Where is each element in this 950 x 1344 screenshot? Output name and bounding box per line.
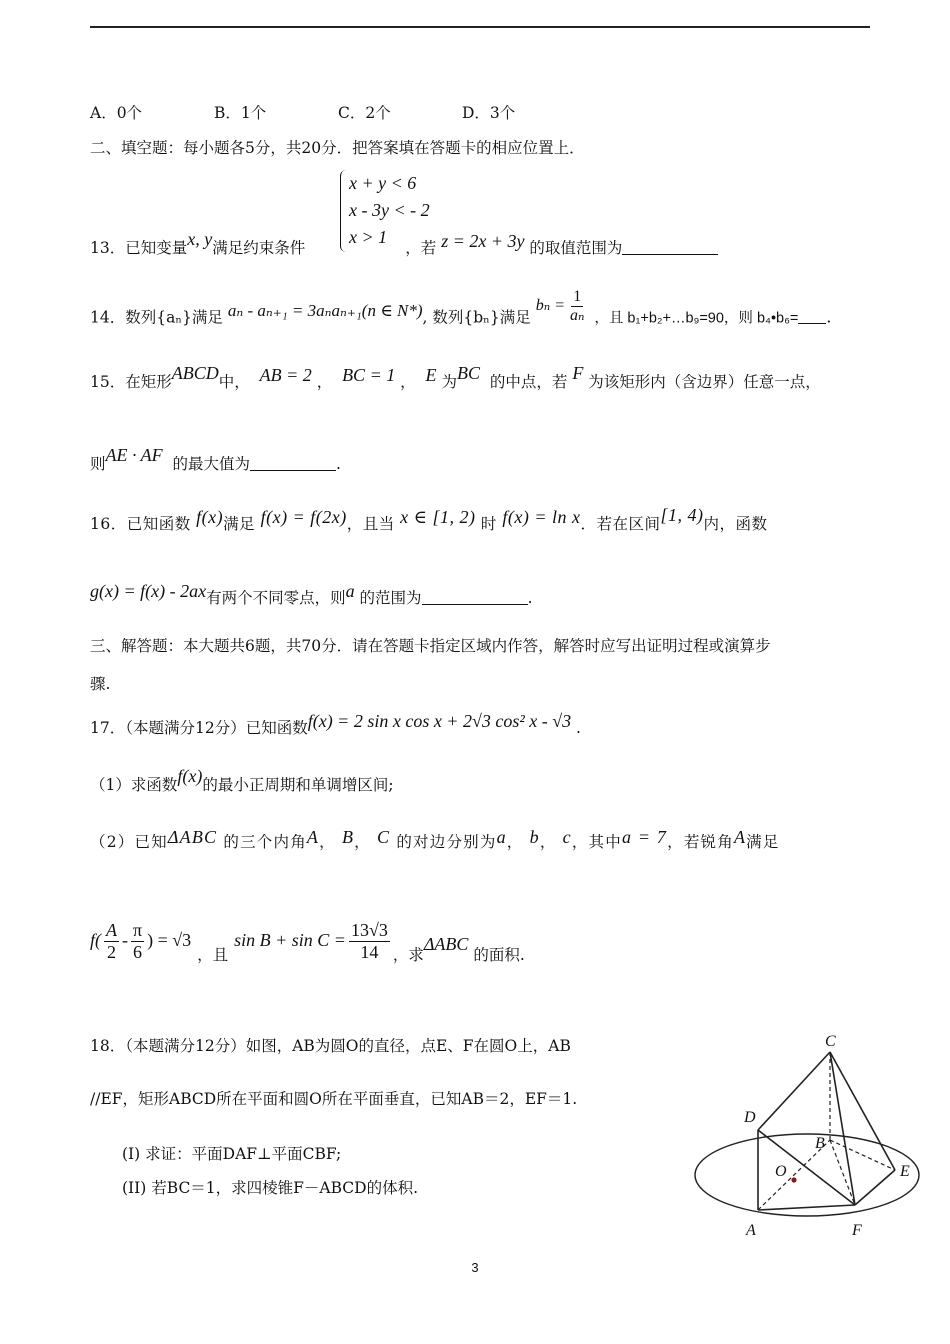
- q17-text: 的三个内角: [223, 833, 307, 851]
- q17-sin-sum: sin B + sin C =: [234, 930, 346, 951]
- section-2-heading: 二、填空题：每小题各5分，共20分．把答案填在答题卡的相应位置上．: [90, 139, 585, 157]
- q17-prefix: 17．（本题满分12分）已知函数: [90, 719, 308, 737]
- q18-part-1: (I) 求证：平面DAF⊥平面CBF;: [122, 1145, 342, 1163]
- q15-l2-tail: 的最大值为: [172, 455, 251, 473]
- q17-p1-prefix: （1）求函数: [90, 776, 178, 794]
- q17-frac-num: A: [106, 920, 117, 940]
- q17-var: b: [529, 827, 540, 847]
- q16-answer-blank: [422, 588, 528, 605]
- q18-part-2: (II) 若BC＝1，求四棱锥F－ABCD的体积.: [122, 1179, 419, 1197]
- q16-g-function: g(x) = f(x) - 2ax: [90, 581, 207, 601]
- q17-var: a: [496, 827, 507, 847]
- q16-text: ．若在区间: [580, 515, 661, 533]
- q14-prefix: 14．数列{aₙ}满足: [90, 308, 223, 327]
- q17-frac-a2: [104, 920, 119, 962]
- q16-interval-2: [1, 4): [660, 505, 704, 525]
- q15-text: 为: [441, 373, 457, 391]
- constraint-3: x > 1: [349, 227, 388, 247]
- options-row: [90, 103, 586, 123]
- q17-comma: ，: [539, 833, 557, 851]
- geometry-figure: [690, 1030, 920, 1245]
- q16-end: .: [527, 589, 533, 607]
- q17-comma: ，: [354, 833, 371, 851]
- q17-frac-den: 2: [107, 941, 116, 962]
- q14-tail: ，且 b₁+b₂+…b₉=90，则 b₄•b₆=: [594, 310, 799, 327]
- q15-text: 的中点，若: [489, 373, 568, 391]
- q17-and: ，且: [197, 946, 229, 965]
- q17-text: （2）已知: [90, 833, 168, 851]
- q16-l2-mid: 有两个不同零点，则: [206, 589, 346, 607]
- q15-text: 中，: [218, 373, 250, 391]
- header-rule: [90, 26, 870, 28]
- q13-prefix: 13．已知变量: [90, 239, 188, 257]
- q15-f: F: [572, 363, 584, 383]
- q13-answer-blank: [622, 238, 718, 255]
- q16-var-a: a: [345, 581, 355, 601]
- q14-frac-num: 1: [571, 288, 583, 307]
- edge-fe: [855, 1170, 895, 1205]
- label-d: D: [744, 1109, 756, 1126]
- q17-part-2-line-2: f( $\frac{A}{2}$ - $\frac{\pi}{6}$ ) = √3 ，且 sin B + sin C = $\frac{13√3}{14}$ ，求 ΔABC 的面积.: [90, 920, 525, 965]
- q17-text: ，其中: [571, 833, 622, 851]
- q15-comma: ，: [316, 373, 333, 391]
- q17-frac-den: 6: [133, 941, 143, 962]
- q17-var: A: [733, 827, 747, 847]
- q17-function: f(x) = 2 sin x cos x + 2√3 cos² x - √3: [307, 711, 572, 731]
- q15-bc: BC = 1: [342, 365, 396, 385]
- q15-rect: ABCD: [171, 363, 219, 383]
- q15-bc2: BC: [456, 363, 480, 383]
- section-3-heading: 三、解答题：本大题共6题，共70分．请在答题卡指定区域内作答，解答时应写出证明过程或演算步: [90, 637, 771, 655]
- q17-text: 的对边分别为: [396, 833, 497, 851]
- option-b: B．1个: [214, 104, 267, 122]
- q15-l2-prefix: 则: [90, 455, 106, 473]
- q18-line-1: 18．（本题满分12分）如图，AB为圆O的直径，点E、F在圆O上，AB: [90, 1037, 571, 1055]
- q16-text: 16．已知函数: [90, 515, 191, 533]
- q17-var: C: [377, 827, 391, 847]
- q17-text: ，若锐角: [667, 833, 734, 851]
- q15-end: .: [336, 455, 341, 473]
- q17-comma: ，: [506, 833, 524, 851]
- label-o: O: [775, 1163, 787, 1180]
- q13-mid: ，若: [405, 239, 437, 257]
- question-16-line-2: [90, 581, 533, 609]
- q14-end: .: [826, 308, 832, 327]
- q16-functional-eq: f(x) = f(2x): [260, 507, 347, 527]
- q17-eq: ) = √3: [147, 930, 192, 951]
- q16-text: ，且当: [346, 515, 395, 533]
- q17-frac-num: 13√3: [350, 920, 388, 940]
- q17-frac-num: π: [133, 920, 143, 940]
- q13-expr: z = 2x + 3y: [441, 231, 525, 251]
- q13-vars: x, y: [187, 229, 213, 249]
- question-17: [90, 711, 581, 739]
- q15-answer-blank: [250, 454, 336, 471]
- option-d: D．3个: [462, 104, 516, 122]
- q15-e: E: [425, 365, 437, 385]
- center-o-dot: [791, 1177, 796, 1182]
- question-14: [90, 288, 832, 338]
- q17-frac-sum: [349, 920, 390, 962]
- q17-tail: 的面积.: [473, 946, 525, 965]
- label-b: B: [815, 1135, 825, 1152]
- q17-ask: ，求: [392, 946, 424, 965]
- q16-ln: f(x) = ln x: [502, 507, 581, 527]
- q14-bn: bₙ =: [535, 297, 565, 315]
- q17-part-2-line-1: [90, 827, 780, 853]
- q17-frac-pi6: [131, 920, 144, 962]
- q14-frac-den: aₙ: [569, 307, 585, 325]
- q14-recurrence: aₙ - aₙ₊₁ = 3aₙaₙ₊₁(n ∈ N*): [227, 301, 423, 321]
- label-a: A: [746, 1222, 756, 1239]
- q17-triangle: ΔABC: [167, 827, 218, 847]
- q15-dot-product: AE · AF: [105, 445, 163, 465]
- q17-triangle-2: ΔABC: [423, 934, 469, 955]
- q15-text: 为该矩形内（含边界）任意一点，: [588, 373, 821, 391]
- edge-af: [758, 1205, 855, 1210]
- label-f: F: [852, 1222, 862, 1239]
- q17-end: .: [576, 719, 581, 737]
- q16-l2-tail: 的范围为: [359, 589, 422, 607]
- section-3-heading-cont: 骤.: [90, 675, 111, 693]
- constraint-1: x + y < 6: [349, 173, 417, 193]
- q17-a-value: a = 7: [621, 827, 668, 847]
- edge-dc: [758, 1052, 830, 1130]
- q14-fraction: [568, 288, 586, 326]
- q16-text: 满足: [223, 515, 256, 533]
- q15-comma: ，: [400, 373, 416, 391]
- circle-o: [695, 1134, 919, 1216]
- question-15-line-1: [90, 363, 821, 393]
- label-c: C: [825, 1033, 836, 1050]
- q18-line-2: //EF，矩形ABCD所在平面和圆O所在平面垂直，已知AB＝2，EF＝1.: [90, 1090, 578, 1108]
- q17-var: B: [341, 827, 355, 847]
- q17-text: 满足: [746, 833, 780, 851]
- q17-var: c: [562, 827, 572, 847]
- q17-f: f(: [90, 930, 101, 951]
- q15-ab: AB = 2: [259, 365, 312, 385]
- q17-p1-tail: 的最小正周期和单调增区间;: [202, 776, 394, 794]
- q14-answer-blank: [798, 307, 826, 324]
- label-e: E: [900, 1163, 910, 1180]
- constraint-2: x - 3y < - 2: [349, 200, 430, 220]
- q17-part-1: [90, 766, 394, 796]
- q17-p1-func: f(x): [177, 766, 203, 786]
- q16-interval: x ∈ [1, 2): [400, 507, 476, 527]
- q13-cond: 满足约束条件: [212, 239, 306, 257]
- question-16-line-1: [90, 505, 768, 535]
- q15-text: 15．在矩形: [90, 373, 172, 391]
- q17-comma: ，: [319, 833, 336, 851]
- q13-tail: 的取值范围为: [529, 239, 623, 257]
- q17-frac-den: 14: [360, 941, 379, 962]
- option-a: A．0个: [90, 104, 143, 122]
- q16-fx: f(x): [196, 507, 224, 527]
- question-13: [90, 229, 718, 259]
- page-number: 3: [471, 1260, 479, 1275]
- option-c: C．2个: [338, 104, 391, 122]
- q16-text: 时: [480, 515, 497, 533]
- edge-be: [830, 1140, 895, 1170]
- question-15-line-2: [90, 445, 341, 475]
- q17-var: A: [306, 827, 320, 847]
- q16-text: 内，函数: [703, 515, 768, 533]
- q14-mid: , 数列{bₙ}满足: [422, 308, 531, 327]
